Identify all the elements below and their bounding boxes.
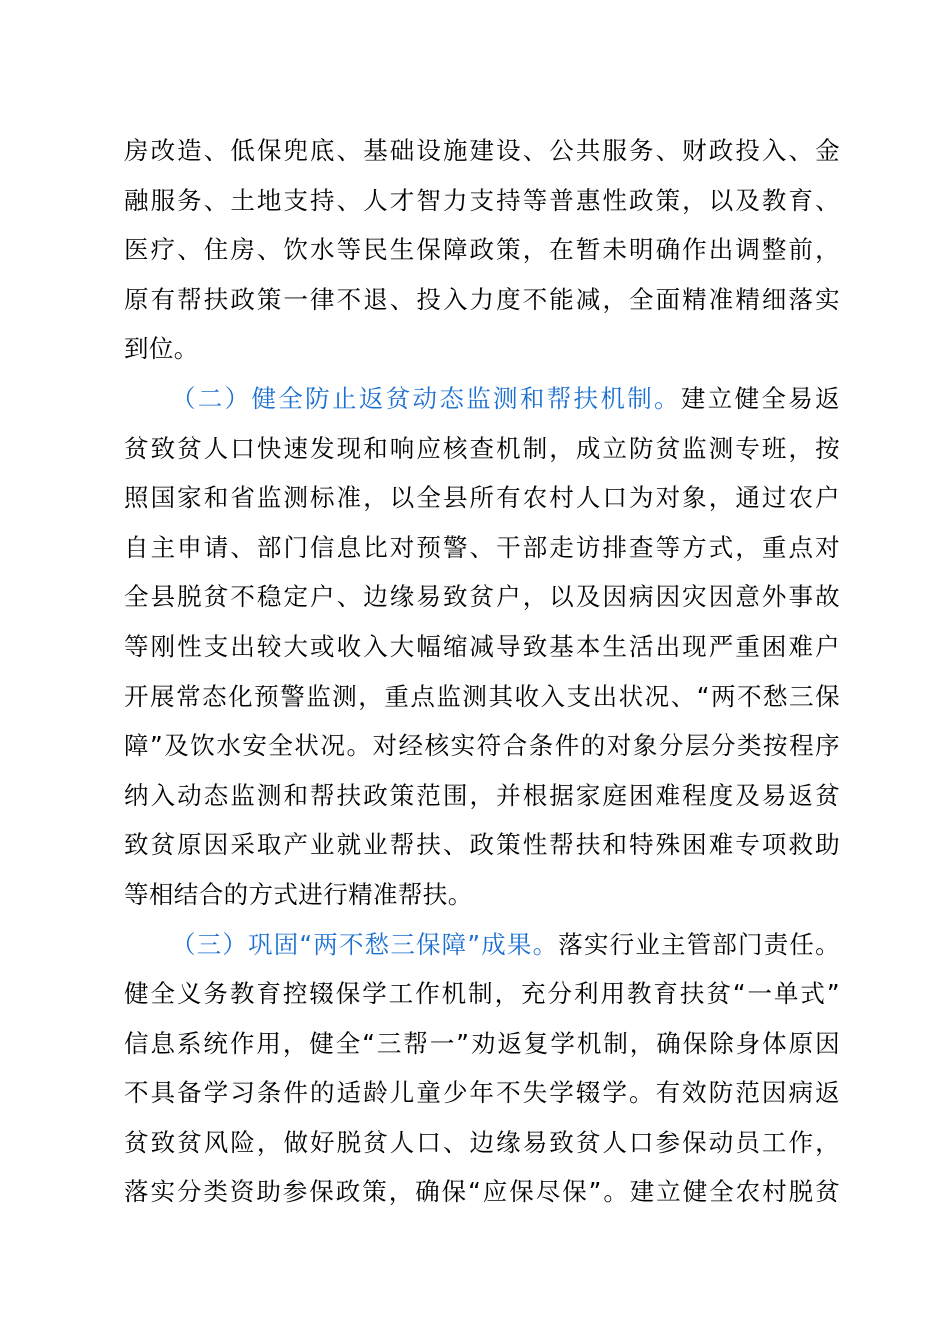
para3-line-3: 信息系统作用，健全“三帮一”劝返复学机制，确保除身体原因 [124,1028,840,1058]
para2-line-3: 照国家和省监测标准，以全县所有农村人口为对象，通过农户 [124,483,840,513]
para3-line-6: 落实分类资助参保政策，确保“应保尽保”。建立健全农村脱贫 [124,1177,840,1207]
para2-line-6: 等刚性支出较大或收入大幅缩减导致基本生活出现严重困难户 [124,631,840,661]
para1-line-5: 到位。 [124,334,199,364]
para2-line-5: 全县脱贫不稳定户、边缘易致贫户，以及因病因灾因意外事故 [124,582,840,612]
para2-line-7: 开展常态化预警监测，重点监测其收入支出状况、“两不愁三保 [124,681,840,711]
para2-line-4: 自主申请、部门信息比对预警、干部走访排查等方式，重点对 [124,532,840,562]
para3-first-line-text: 落实行业主管部门责任。 [558,929,840,959]
para2-line-2: 贫致贫人口快速发现和响应核查机制，成立防贫监测专班，按 [124,433,840,463]
para2-line-9: 纳入动态监测和帮扶政策范围，并根据家庭困难程度及易返贫 [124,780,840,810]
para1-line-1: 房改造、低保兜底、基础设施建设、公共服务、财政投入、金 [124,136,840,165]
section-heading-3: （三）巩固“两不愁三保障”成果。 [171,929,559,959]
para3-line-2: 健全义务教育控辍保学工作机制，充分利用教育扶贫“一单式” [124,979,840,1009]
para3-line-5: 贫致贫风险，做好脱贫人口、边缘易致贫人口参保动员工作， [124,1127,840,1157]
para2-first-line [124,374,840,424]
para2-line-8: 障”及饮水安全状况。对经核实符合条件的对象分层分类按程序 [124,731,840,761]
para1-line-2: 融服务、土地支持、人才智力支持等普惠性政策，以及教育、 [124,185,840,215]
para2-first-line-text: 建立健全易返 [680,383,840,413]
para2-line-11: 等相结合的方式进行精准帮扶。 [124,879,473,909]
para2-line-10: 致贫原因采取产业就业帮扶、政策性帮扶和特殊困难专项救助 [124,830,840,860]
para3-first-line [124,920,840,970]
document-page [124,126,840,1217]
section-heading-2: （二）健全防止返贫动态监测和帮扶机制。 [171,383,681,413]
para1-line-3: 医疗、住房、饮水等民生保障政策，在暂未明确作出调整前， [124,235,840,265]
para1-line-4: 原有帮扶政策一律不退、投入力度不能减，全面精准精细落实 [124,284,840,314]
para3-line-4: 不具备学习条件的适龄儿童少年不失学辍学。有效防范因病返 [124,1078,840,1108]
